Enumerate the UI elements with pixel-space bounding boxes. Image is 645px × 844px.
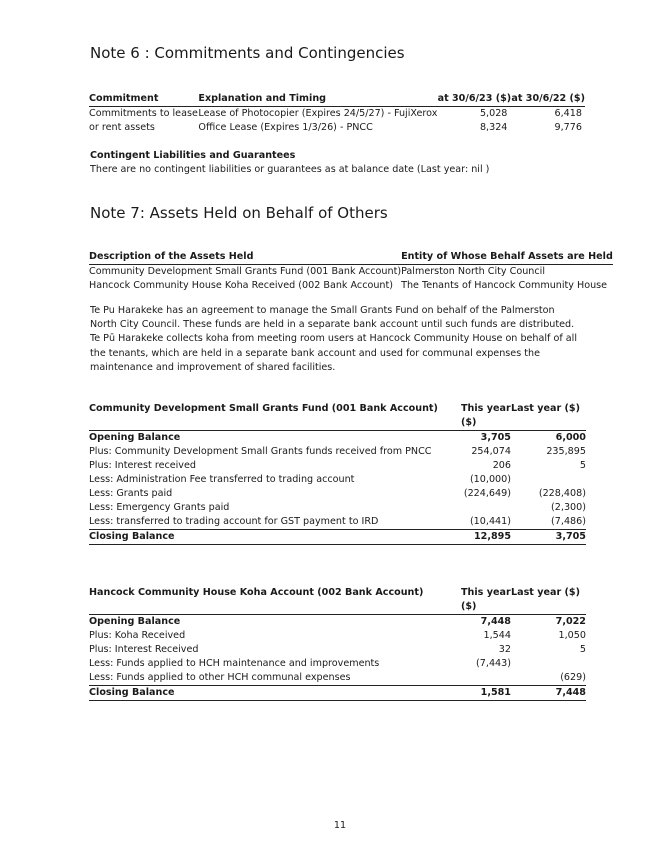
- cell: 5: [579, 460, 586, 471]
- cell: (629): [511, 671, 586, 686]
- cell: 206: [492, 460, 511, 471]
- cell: 6,000: [555, 432, 586, 443]
- fund002-header: [89, 586, 586, 615]
- cell: 6,418: [554, 108, 582, 119]
- cell: [441, 501, 511, 515]
- cell: 12,895: [441, 530, 511, 545]
- table-row: [89, 643, 586, 657]
- cell: [511, 657, 586, 671]
- cell: 254,074: [471, 446, 511, 457]
- cell: Less: transferred to trading account for GST payment to IRD: [89, 515, 441, 530]
- cell: 5: [579, 644, 586, 655]
- cell: Hancock Community House Koha Received (002 Bank Account): [89, 280, 394, 291]
- cell: Office Lease (Expires 1/3/26) - PNCC: [198, 122, 373, 133]
- opening-balance-row: [89, 615, 586, 630]
- cell: Lease of Photocopier (Expires 24/5/27) - FujiXerox: [198, 108, 438, 119]
- note7-paragraph: Te Pu Harakeke has an agreement to manage the Small Grants Fund on behalf of the Palmerston North City Council. These funds are held in a separate bank account until such funds are distributed. Te Pū Harakeke collects koha from meeting room users at Hancock Community House on behalf of all the tenants, which are held in a separate bank account and used for communal expenses the maintenance and improvement of shared facilities.: [90, 305, 577, 373]
- cell: (10,000): [469, 474, 511, 485]
- table-row: [89, 473, 586, 487]
- cell: 235,895: [546, 446, 586, 457]
- cell: (7,443): [476, 658, 511, 669]
- cell: Less: Funds applied to other HCH communal expenses: [89, 671, 441, 686]
- table-row: [89, 121, 585, 135]
- assets-held-table: [89, 250, 613, 293]
- cell: Less: Emergency Grants paid: [89, 502, 230, 513]
- cell: [511, 473, 586, 487]
- cell: 7,448: [480, 616, 511, 627]
- cell: or rent assets: [89, 122, 155, 133]
- table-row: [89, 107, 585, 122]
- col-2022: at 30/6/22 ($): [511, 92, 585, 107]
- col-entity: Entity of Whose Behalf Assets are Held: [401, 250, 613, 265]
- table-row: [89, 265, 613, 280]
- col-commitment: Commitment: [89, 92, 198, 107]
- cell: Palmerston North City Council: [401, 266, 545, 277]
- cell: (2,300): [551, 502, 586, 513]
- assets-header: [89, 250, 613, 265]
- cell: 1,050: [558, 630, 586, 641]
- cell: 3,705: [480, 432, 511, 443]
- cell: 32: [498, 644, 511, 655]
- col-last-year: Last year ($): [511, 586, 586, 615]
- cell: Less: Grants paid: [89, 488, 173, 499]
- cell: 7,448: [511, 686, 586, 701]
- cell: 7,022: [555, 616, 586, 627]
- closing-balance-row: [89, 530, 586, 545]
- commitments-table: [89, 92, 585, 135]
- table-row: [89, 657, 586, 671]
- cell: 5,028: [479, 108, 508, 119]
- page-number: 11: [333, 820, 347, 831]
- col-this-year: This year ($): [441, 402, 511, 431]
- col-last-year: Last year ($): [511, 402, 586, 431]
- table-row: [89, 459, 586, 473]
- col-this-year: This year ($): [441, 586, 511, 615]
- fund001-table: [89, 402, 586, 545]
- table-row: [89, 501, 586, 515]
- cell: 8,324: [479, 122, 508, 133]
- table-row: [89, 671, 586, 686]
- cell: Plus: Interest received: [89, 460, 196, 471]
- cell: The Tenants of Hancock Community House: [401, 280, 608, 291]
- cell: 9,776: [554, 122, 582, 133]
- cell: Opening Balance: [89, 616, 181, 627]
- table-row: [89, 629, 586, 643]
- cell: [441, 671, 511, 686]
- fund001-header: [89, 402, 586, 431]
- closing-balance-row: [89, 686, 586, 701]
- cell: Plus: Community Development Small Grants funds received from PNCC: [89, 446, 432, 457]
- col-2023: at 30/6/23 ($): [438, 92, 512, 107]
- cell: Closing Balance: [89, 530, 441, 545]
- note7-title: Note 7: Assets Held on Behalf of Others: [90, 204, 388, 222]
- col-fund002-desc: Hancock Community House Koha Account (002 Bank Account): [89, 586, 441, 615]
- fund002-table: [89, 586, 586, 701]
- table-row: [89, 279, 613, 293]
- col-description: Description of the Assets Held: [89, 250, 401, 265]
- cell: 1,544: [483, 630, 511, 641]
- cell: (224,649): [463, 488, 511, 499]
- contingent-heading: Contingent Liabilities and Guarantees: [90, 150, 296, 161]
- commitments-header: [89, 92, 585, 107]
- cell: Plus: Interest Received: [89, 644, 199, 655]
- cell: Plus: Koha Received: [89, 630, 186, 641]
- table-row: [89, 445, 586, 459]
- opening-balance-row: [89, 431, 586, 446]
- cell: Closing Balance: [89, 686, 441, 701]
- cell: Less: Funds applied to HCH maintenance and improvements: [89, 658, 380, 669]
- cell: (7,486): [511, 515, 586, 530]
- col-fund001-desc: Community Development Small Grants Fund (001 Bank Account): [89, 402, 441, 431]
- cell: Community Development Small Grants Fund (001 Bank Account): [89, 266, 402, 277]
- cell: (10,441): [441, 515, 511, 530]
- cell: Opening Balance: [89, 432, 181, 443]
- cell: 3,705: [511, 530, 586, 545]
- table-row: [89, 487, 586, 501]
- cell: (228,408): [538, 488, 586, 499]
- col-explanation: Explanation and Timing: [198, 92, 437, 107]
- note6-title: Note 6 : Commitments and Contingencies: [90, 44, 405, 62]
- table-row: [89, 515, 586, 530]
- cell: Less: Administration Fee transferred to trading account: [89, 474, 355, 485]
- cell: 1,581: [441, 686, 511, 701]
- cell: Commitments to lease: [89, 108, 198, 119]
- contingent-text: There are no contingent liabilities or guarantees as at balance date (Last year: nil ): [90, 164, 490, 175]
